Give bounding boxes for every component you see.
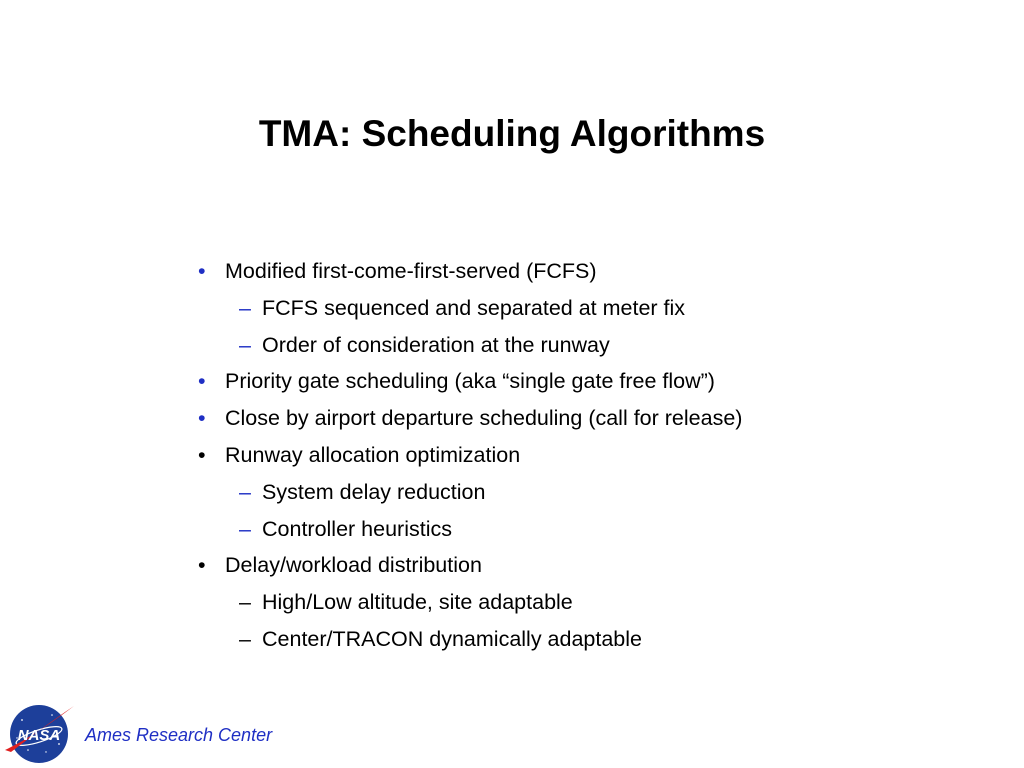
sub-bullet-item (198, 621, 958, 658)
sub-bullet-item (198, 290, 958, 327)
bullet-text: Delay/workload distribution (225, 553, 482, 578)
nasa-logo-icon (2, 700, 76, 766)
bullet-text: Priority gate scheduling (aka “single gate free flow”) (225, 369, 715, 394)
bullet-marker: • (198, 553, 206, 578)
bullet-marker: • (198, 259, 206, 283)
sub-bullet-text: FCFS sequenced and separated at meter fix (262, 295, 686, 320)
slide-title: TMA: Scheduling Algorithms (258, 113, 766, 154)
bullet-list (198, 253, 958, 658)
nasa-logo-text: NASA (17, 727, 61, 744)
sub-bullet-item (198, 474, 958, 511)
bullet-item (198, 400, 958, 437)
bullet-item (198, 363, 958, 400)
sub-bullet-text: System delay reduction (262, 479, 486, 504)
sub-bullet-text: Controller heuristics (262, 516, 452, 541)
sub-bullet-text: High/Low altitude, site adaptable (262, 590, 573, 615)
bullet-marker: • (198, 369, 206, 394)
bullet-marker: • (198, 442, 206, 467)
sub-bullet-text: Center/TRACON dynamically adaptable (262, 626, 642, 651)
dash-marker: – (239, 626, 251, 651)
footer-org-name: Ames Research Center (85, 725, 273, 745)
bullet-item (198, 547, 958, 584)
bullet-text: Runway allocation optimization (225, 442, 521, 467)
dash-marker: – (239, 516, 251, 541)
sub-bullet-text: Order of consideration at the runway (262, 332, 610, 357)
bullet-marker: • (198, 406, 206, 431)
dash-marker: – (239, 332, 251, 357)
dash-marker: – (239, 295, 251, 320)
bullet-item (198, 253, 958, 290)
bullet-item (198, 437, 958, 474)
sub-bullet-item (198, 327, 958, 364)
sub-bullet-item (198, 584, 958, 621)
bullet-text: Modified first-come-first-served (FCFS) (225, 259, 597, 283)
bullet-text: Close by airport departure scheduling (call for release) (225, 406, 743, 431)
sub-bullet-item (198, 511, 958, 548)
dash-marker: – (239, 479, 251, 504)
dash-marker: – (239, 590, 251, 615)
